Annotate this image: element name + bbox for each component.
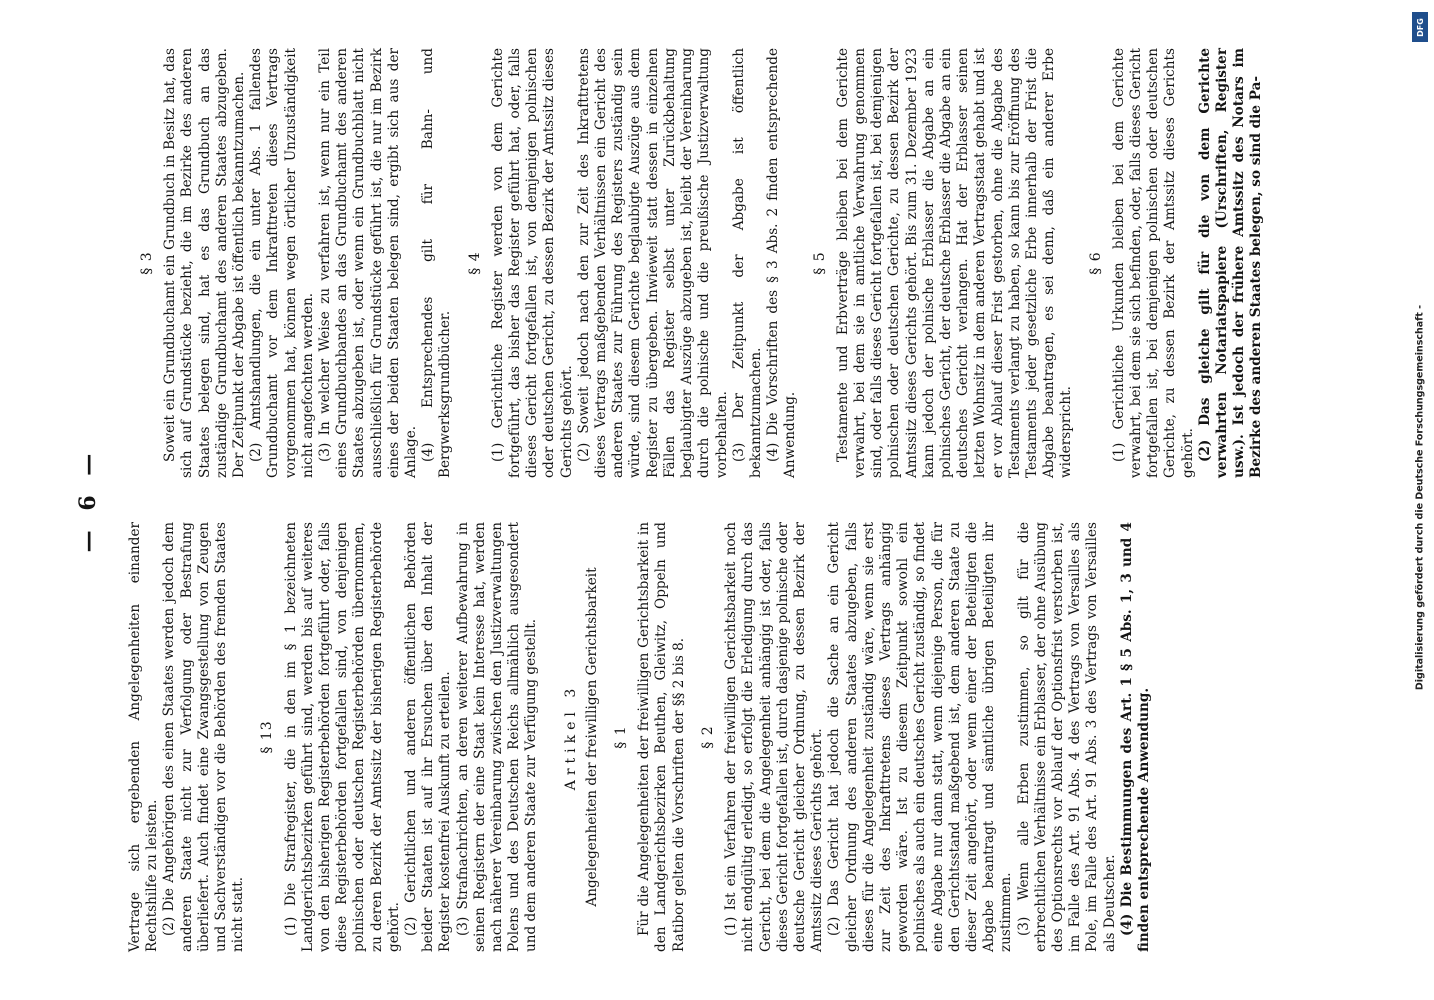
section-heading: § 13 — [259, 720, 276, 754]
paragraph: (3) Wenn alle Erben zustimmen, so gilt für die erbrechtlichen Verhältnisse ein Erblasser, der ohne Ausübung des Optionsrechts vor Ablauf der Optionsfrist verstorben ist, im Falle des Art. 91 Abs. 4 des Vertrags von Versailles als Pole, im Falle des Art. 91 Abs. 3 des Vertrags von Versailles als Deutscher. — [1015, 522, 1118, 952]
right-column — [127, 48, 1266, 478]
section-heading: § 1 — [613, 725, 630, 749]
paragraph: (1) Gerichtliche Urkunden bleiben bei dem Gerichte verwahrt, bei dem sie sich befinden, oder, falls dieses Gericht fortgefallen ist, bei demjenigen polnischen oder deutschen Gerichte, zu dessen Bezirk der Amtssitz dieses Gerichts gehört. — [1110, 48, 1196, 478]
paragraph: Vertrage sich ergebenden Angelegenheiten einander Rechtshilfe zu leisten. — [127, 522, 161, 952]
paragraph: Soweit ein Grundbuchamt ein Grundbuch in Besitz hat, das sich auf Grundstücke bezieht, die im Bezirke des anderen Staates belegen sind, hat es das Grundbuch an das zuständige Grundbuchamt des anderen Staates abzugeben. Der Zeitpunkt der Abgabe ist öffentlich bekanntzumachen. — [162, 48, 248, 478]
page-number: — 6 — — [75, 447, 101, 553]
paragraph: (2) Das gleiche gilt für die von dem Gerichte verwahrten Notariatspapiere (Urschriften, Register usw.). Ist jedoch der frühere Amtssitz des Notars im Bezirke des anderen Staates belegen, so sind die Pa- — [1196, 48, 1265, 478]
article-subtitle: Angelegenheiten der freiwilligen Gerichtsbarkeit — [583, 567, 600, 907]
paragraph: (4) Die Bestimmungen des Art. 1 § 5 Abs. 1, 3 und 4 finden entsprechende Anwendung. — [1118, 522, 1152, 952]
dfg-logo-text: DFG — [1415, 17, 1425, 37]
paragraph: (1) Die Strafregister, die in den im § 1 bezeichneten Landgerichtsbezirken geführt sind, werden bis auf weiteres von den bisherigen Registerbehörden fortgeführt oder, falls diese Registerbehörden fortgefallen sind, von denjenigen polnischen oder deutschen Registerbehörden übernommen, zu deren Bezirk der Amtssitz der bisherigen Registerbehörde gehört. — [282, 522, 402, 952]
digitization-note — [1410, 0, 1430, 1000]
paragraph: Für die Angelegenheiten der freiwilligen Gerichtsbarkeit in den Landgerichtsbezirken Beuthen, Gleiwitz, Oppeln und Ratibor gelten die Vorschriften der §§ 2 bis 8. — [636, 522, 687, 952]
section-heading: § 5 — [811, 251, 828, 275]
section-heading: § 4 — [466, 251, 483, 275]
dfg-logo — [1412, 12, 1428, 42]
section-heading: § 6 — [1087, 251, 1104, 275]
paragraph: (4) Entsprechendes gilt für Bahn- und Bergwerksgrundbücher. — [420, 48, 454, 478]
left-column — [127, 522, 1153, 952]
section-heading: § 3 — [139, 251, 155, 275]
paragraph: (2) Soweit jedoch nach den zur Zeit des Inkrafttretens dieses Vertrags maßgebenden Verhältnissen ein Gericht des anderen Staates zur Führung des Registers zuständig sein würde, sind diesem Gerichte beglaubigte Auszüge aus dem Register zu übergeben. Inwieweit statt dessen in einzelnen Fällen das Register selbst unter Zurückbehaltung beglaubigter Auszüge abzugeben ist, bleibt der Vereinbarung durch die polnische und die preußische Justizverwaltung vorbehalten. — [575, 48, 730, 478]
paragraph: (1) Ist ein Verfahren der freiwilligen Gerichtsbarkeit noch nicht endgültig erledigt, so erfolgt die Erledigung durch das Gericht, bei dem die Angelegenheit anhängig ist oder, falls dieses Gericht fortgefallen ist, durch dasjenige polnische oder deutsche Gericht gleicher Ordnung, zu dessen Bezirk der Amtssitz dieses Gerichts gehört. — [723, 522, 826, 952]
section-heading: § 2 — [699, 725, 716, 749]
paragraph: (3) Strafnachrichten, an deren weiterer Aufbewahrung in seinen Registern der eine Staat kein Interesse hat, werden nach näherer Vereinbarung zwischen den Justizverwaltungen Polens und des Deutschen Reichs allmählich ausgesondert und dem anderen Staate zur Verfügung gestellt. — [454, 522, 540, 952]
paragraph: (2) Amtshandlungen, die ein unter Abs. 1 fallendes Grundbuchamt vor dem Inkrafttreten dieses Vertrags vorgenommen hat, können wegen örtlicher Unzuständigkeit nicht angefochten werden. — [248, 48, 316, 478]
paragraph: (3) In welcher Weise zu verfahren ist, wenn nur ein Teil eines Grundbuchbandes an das Grundbuchamt des anderen Staates abzugeben ist, oder wenn ein Grundbuchblatt nicht ausschließlich für Grundstücke geführt ist, die nur im Bezirk eines der beiden Staaten belegen sind, ergibt sich aus der Anlage. — [317, 48, 420, 478]
paragraph: Testamente und Erbverträge bleiben bei dem Gerichte verwahrt, bei dem sie in amtliche Verwahrung genommen sind, oder falls dieses Gericht fortgefallen ist, bei demjenigen polnischen oder deutschen Gerichte, zu dessen Bezirk der Amtssitz dieses Gerichts gehört. Bis zum 31. Dezember 1923 kann jedoch der polnische Erblasser die Abgabe an ein polnisches Gericht, der deutsche Erblasser die Abgabe an ein deutsches Gericht verlangen. Hat der Erblasser seinen letzten Wohnsitz in dem anderen Vertragsstaat gehabt und ist er vor Ablauf dieser Frist gestorben, ohne die Abgabe des Testaments verlangt zu haben, so kann bis zur Eröffnung des Testaments jeder gesetzliche Erbe innerhalb der Frist die Abgabe beantragen, es sei denn, daß ein anderer Erbe widerspricht. — [834, 48, 1075, 478]
paragraph: (1) Gerichtliche Register werden von dem Gerichte fortgeführt, das bisher das Register geführt hat, oder, falls dieses Gericht fortgefallen ist, von demjenigen polnischen oder deutschen Gericht, zu dessen Bezirk der Amtssitz dieses Gerichts gehört. — [489, 48, 575, 478]
paragraph: (4) Die Vorschriften des § 3 Abs. 2 finden entsprechende Anwendung. — [765, 48, 799, 478]
funding-notice: Digitalisierung gefördert durch die Deutsche Forschungsgemeinschaft - — [1414, 304, 1426, 691]
paragraph: (2) Gerichtlichen und anderen öffentlichen Behörden beider Staaten ist auf ihr Ersuchen über den Inhalt der Register kostenfrei Auskunft zu erteilen. — [403, 522, 454, 952]
document-page — [67, 40, 1367, 960]
paragraph: (2) Die Angehörigen des einen Staates werden jedoch dem anderen Staate nicht zur Verfolgung oder Bestrafung überliefert. Auch findet eine Zwangsgestellung von Zeugen und Sachverständigen vor die Behörden des fremden Staates nicht statt. — [161, 522, 247, 952]
paragraph: (2) Das Gericht hat jedoch die Sache an ein Gericht gleicher Ordnung des anderen Staates abzugeben, falls dieses für die Angelegenheit zuständig wäre, wenn sie erst zur Zeit des Inkrafttretens dieses Vertrags anhängig geworden wäre. Ist zu diesem Zeitpunkt sowohl ein polnisches als auch ein deutsches Gericht zuständig, so findet eine Abgabe nur dann statt, wenn diejenige Person, die für den Gerichtsstand maßgebend ist, dem anderen Staate zu dieser Zeit angehört, oder wenn einer der Beteiligten die Abgabe beantragt und sämtliche übrigen Beteiligten ihr zustimmen. — [826, 522, 1015, 952]
article-heading: Artikel 3 — [562, 683, 579, 791]
paragraph: (3) Der Zeitpunkt der Abgabe ist öffentlich bekanntzumachen. — [730, 48, 764, 478]
